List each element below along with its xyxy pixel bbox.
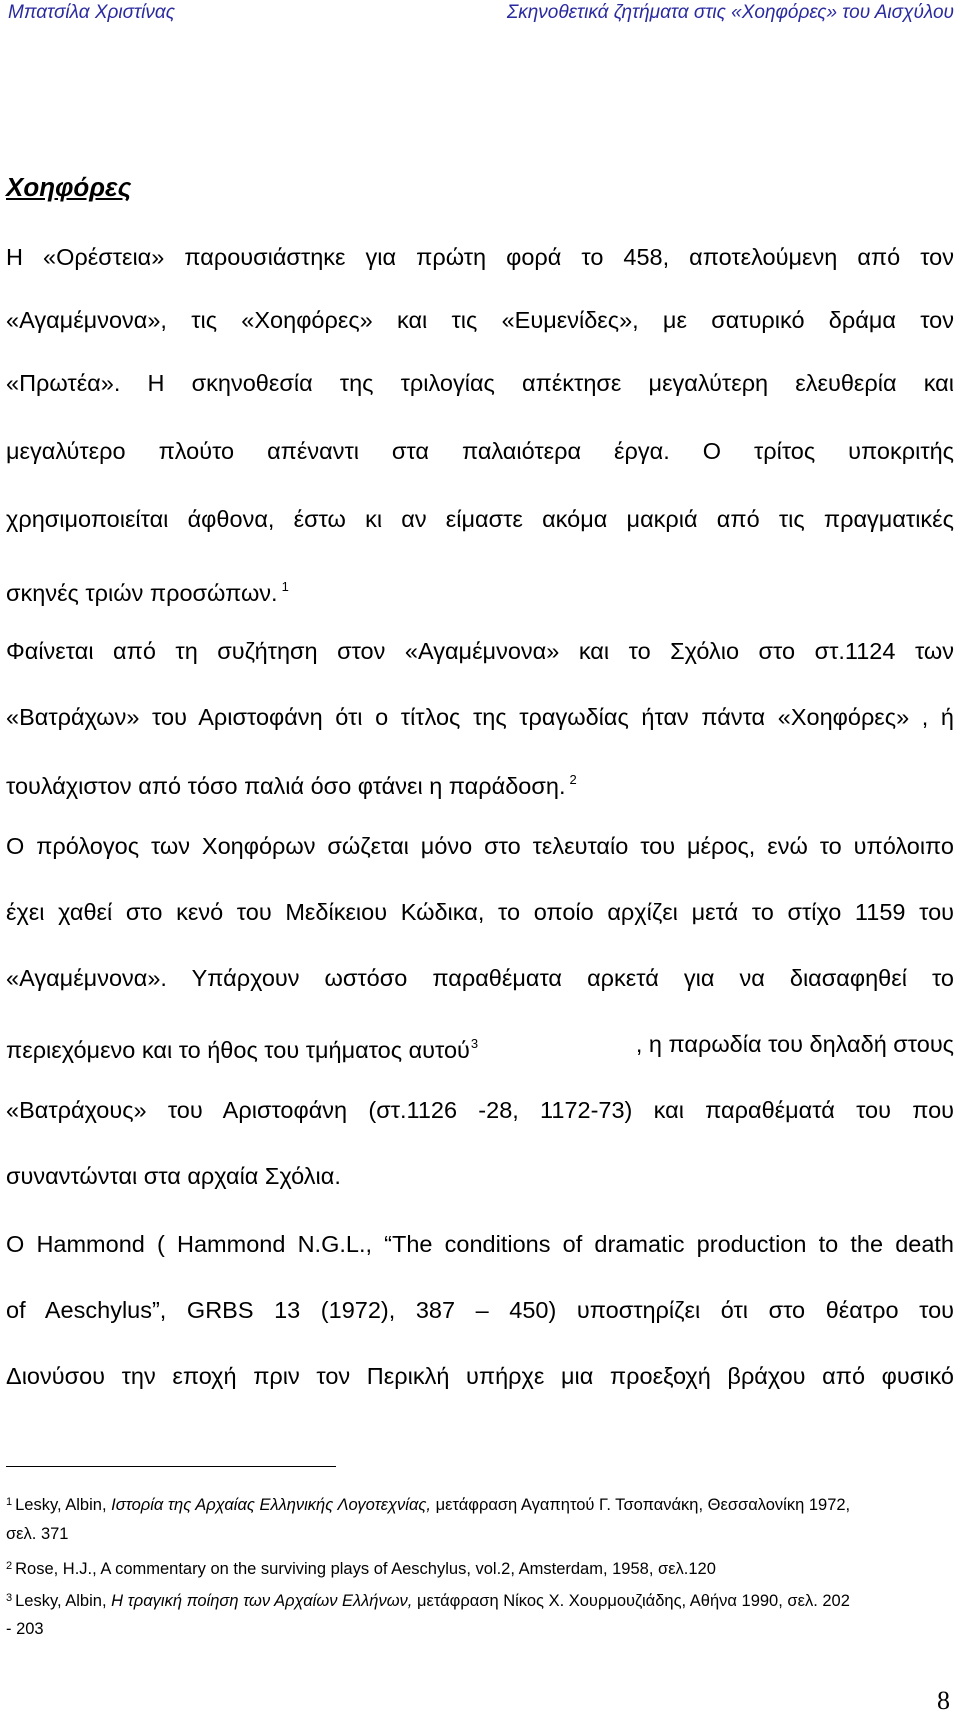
body-line: έχει χαθεί στο κενό του Μεδίκειου Κώδικα, το οποίο αρχίζει μετά το στίχο 1159 του <box>6 899 954 925</box>
body-line: συναντώνται στα αρχαία Σχόλια. <box>6 1163 341 1189</box>
body-line: χρησιμοποιείται άφθονα, έστω κι αν είμαστε ακόμα μακριά από τις πραγματικές <box>6 506 954 532</box>
footnote-title: Ιστορία της Αρχαίας Ελληνικής Λογοτεχνίας, <box>111 1496 431 1514</box>
footnote-continuation: - 203 <box>6 1620 44 1638</box>
footnote <box>6 1588 956 1611</box>
footnote-continuation: σελ. 371 <box>6 1525 69 1543</box>
body-line-text: τουλάχιστον από τόσο παλιά όσο φτάνει η παράδοση. <box>6 773 566 799</box>
body-line-text: περιεχόμενο και το ήθος του τμήματος αυτού <box>6 1037 470 1063</box>
footnote-text: Rose, H.J., A commentary on the surviving plays of Aeschylus, vol.2, Amsterdam, 1958, σελ.120 <box>15 1560 716 1578</box>
page-number: 8 <box>937 1686 950 1715</box>
footnote-number: 3 <box>6 1592 13 1604</box>
body-line: Η «Ορέστεια» παρουσιάστηκε για πρώτη φορά το 458, αποτελούμενη από τον <box>6 244 954 270</box>
footnote-ref: 2 <box>569 772 577 787</box>
body-line-text: , η παρωδία του δηλαδή στους <box>635 1031 954 1057</box>
body-line: Διονύσου την εποχή πριν τον Περικλή υπήρχε μια προεξοχή βράχου από φυσικό <box>6 1363 954 1389</box>
body-line: of Aeschylus”, GRBS 13 (1972), 387 – 450) υποστηρίζει ότι στο θέατρο του <box>6 1297 954 1323</box>
footnote-text: μετάφραση Νίκος Χ. Χουρμουζιάδης, Αθήνα 1990, σελ. 202 <box>412 1592 850 1610</box>
footnote-text: Lesky, Albin, <box>15 1592 112 1610</box>
footnote-number: 2 <box>6 1560 13 1572</box>
footnote-ref: 3 <box>470 1036 479 1051</box>
body-line: «Πρωτέα». Η σκηνοθεσία της τριλογίας απέκτησε μεγαλύτερη ελευθερία και <box>6 370 954 396</box>
footnote <box>6 1492 956 1515</box>
footnote-ref: 1 <box>281 579 289 594</box>
body-line <box>6 765 954 801</box>
header-author: Μπατσίλα Χριστίνας <box>8 2 175 23</box>
footnote-text: Lesky, Albin, <box>15 1496 112 1514</box>
body-line <box>6 572 954 608</box>
body-line: «Αγαμέμνονα», τις «Χοηφόρες» και τις «Ευμενίδες», με σατυρικό δράμα τον <box>6 307 954 333</box>
body-line: «Βατράχους» του Αριστοφάνη (στ.1126 -28, 1172-73) και παραθέματά του που <box>6 1097 954 1123</box>
body-line: «Αγαμέμνονα». Υπάρχουν ωστόσο παραθέματα αρκετά για να διασαφηθεί το <box>6 965 954 991</box>
body-line-text: σκηνές τριών προσώπων. <box>6 580 278 606</box>
body-line: Φαίνεται από τη συζήτηση στον «Αγαμέμνονα» και το Σχόλιο στο στ.1124 των <box>6 638 954 664</box>
header-title: Σκηνοθετικά ζητήματα στις «Χοηφόρες» του Αισχύλου <box>506 2 954 23</box>
footnote-title: Η τραγική ποίηση των Αρχαίων Ελλήνων, <box>111 1592 413 1610</box>
footnote-number: 1 <box>6 1496 13 1508</box>
page-header <box>0 0 960 28</box>
footnote <box>6 1556 956 1579</box>
body-line: μεγαλύτερο πλούτο απέναντι στα παλαιότερα έργα. Ο τρίτος υποκριτής <box>6 438 954 464</box>
section-heading: Χοηφόρες <box>6 172 132 202</box>
body-line <box>6 1029 954 1065</box>
footnote-text: μετάφραση Αγαπητού Γ. Τσοπανάκη, Θεσσαλονίκη 1972, <box>430 1496 851 1514</box>
body-line: Ο Hammond ( Hammond N.G.L., “The conditions of dramatic production to the death <box>6 1231 954 1257</box>
footnote-separator <box>6 1466 336 1467</box>
body-line: «Βατράχων» του Αριστοφάνη ότι ο τίτλος της τραγωδίας ήταν πάντα «Χοηφόρες» , ή <box>6 704 954 730</box>
body-line: Ο πρόλογος των Χοηφόρων σώζεται μόνο στο τελευταίο του μέρος, ενώ το υπόλοιπο <box>6 833 954 859</box>
